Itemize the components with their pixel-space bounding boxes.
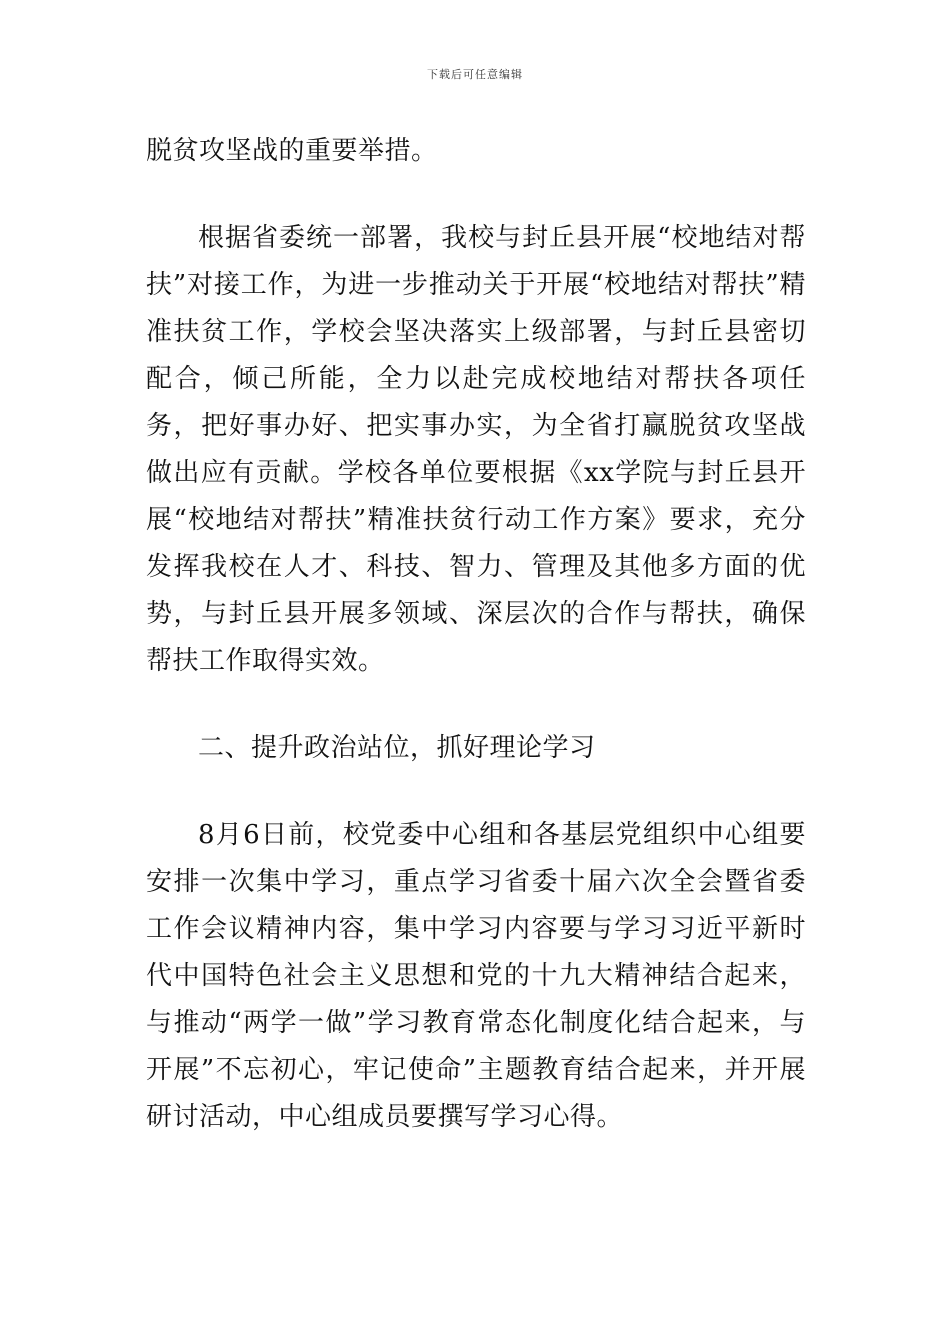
paragraph-gap [146,772,806,812]
document-body [146,128,806,1141]
page-header-note: 下载后可任意编辑 [427,68,523,81]
paragraph-gap [146,175,806,215]
paragraph-intro-fragment: 脱贫攻坚战的重要举措。 [146,136,438,166]
paragraph-deployment: 根据省委统一部署，我校与封丘县开展“校地结对帮扶”对接工作，为进一步推动关于开展“校地结对帮扶”精准扶贫工作，学校会坚决落实上级部署，与封丘县密切配合，倾己所能，全力以赴完成校地结对帮扶各项任务，把好事办好、把实事办实，为全省打赢脱贫攻坚战做出应有贡献。学校各单位要根据《xx学院与封丘县开展“校地结对帮扶”精准扶贫行动工作方案》要求，充分发挥我校在人才、科技、智力、管理及其他多方面的优势，与封丘县开展多领域、深层次的合作与帮扶，确保帮扶工作取得实效。 [146,223,806,676]
paragraph-study: 8月6日前，校党委中心组和各基层党组织中心组要安排一次集中学习，重点学习省委十届六次全会暨省委工作会议精神内容，集中学习内容要与学习习近平新时代中国特色社会主义思想和党的十九大精神结合起来，与推动“两学一做”学习教育常态化制度化结合起来，与开展”不忘初心，牢记使命”主题教育结合起来，并开展研讨活动，中心组成员要撰写学习心得。 [146,820,806,1132]
section-heading-2: 二、提升政治站位，抓好理论学习 [198,733,596,763]
paragraph-gap [146,685,806,725]
